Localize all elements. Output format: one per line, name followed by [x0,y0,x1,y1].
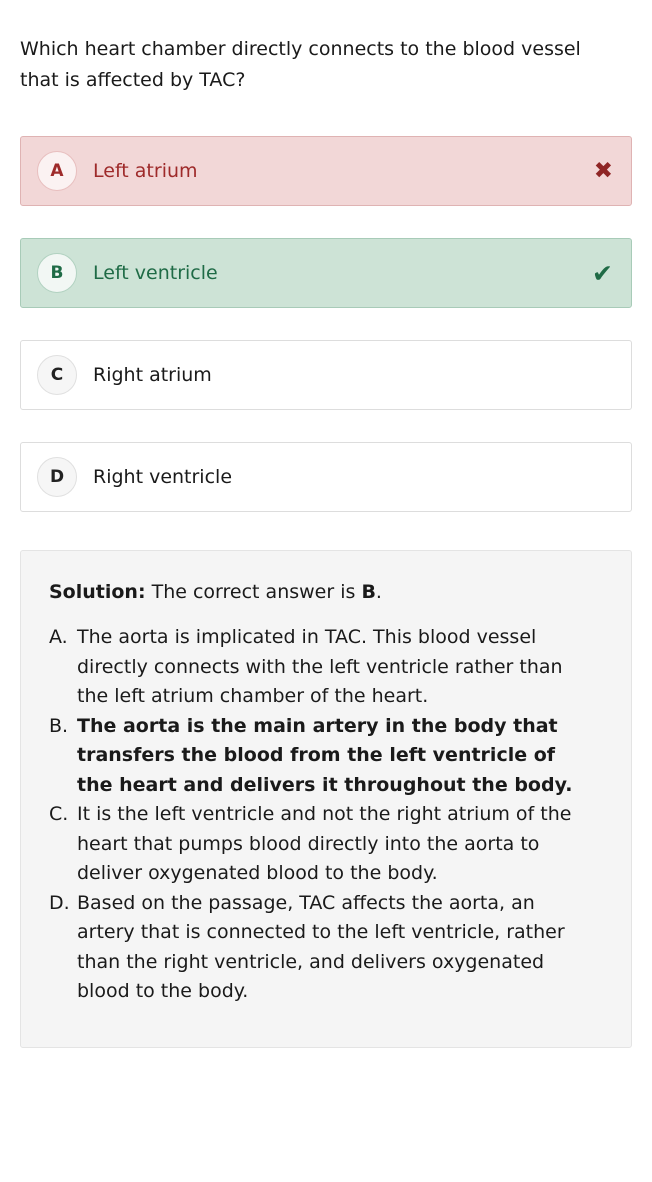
solution-panel [20,550,632,1048]
rationale-text-a: The aorta is implicated in TAC. This blood vessel directly connects with the left ventricle rather than the left atrium chamber of the heart. [77,626,563,707]
rationale-text-d: Based on the passage, TAC affects the aorta, an artery that is connected to the left ventricle, rather than the right ventricle, and delivers oxygenated blood to the body. [77,891,565,1002]
solution-label: Solution: [49,581,146,603]
solution-answer-letter: B [361,581,376,603]
option-label-c: Right atrium [93,364,212,386]
rationale-list [49,623,603,1007]
answer-option-c[interactable] [20,340,632,410]
answer-option-d[interactable] [20,442,632,512]
rationale-text-b: The aorta is the main artery in the body that transfers the blood from the left ventricle of the heart and delivers it throughout the body. [77,714,573,796]
question-text: Which heart chamber directly connects to the blood vessel that is affected by TAC? [20,38,581,91]
rationale-item-d [49,889,603,1007]
solution-heading-period: . [375,581,382,603]
rationale-marker-d: D. [49,891,70,914]
answer-option-b[interactable] [20,238,632,308]
rationale-item-b [49,712,603,801]
answer-options-list [20,136,632,512]
solution-heading-text: The correct answer is [145,581,362,603]
option-letter-badge-b: B [37,253,77,293]
rationale-item-a [49,623,603,712]
rationale-marker-c: C. [49,803,69,825]
option-letter-badge-c: C [37,355,77,395]
check-icon: ✔ [592,258,613,288]
rationale-text-c: It is the left ventricle and not the right atrium of the heart that pumps blood directly into the aorta to deliver oxygenated blood to the body. [77,803,572,884]
solution-heading [49,579,603,605]
option-label-b: Left ventricle [93,262,218,284]
cross-icon: ✖ [593,157,613,184]
option-letter-badge-a: A [37,151,77,191]
rationale-item-c [49,800,603,889]
option-label-d: Right ventricle [93,466,233,488]
rationale-marker-b: B. [49,714,69,737]
rationale-marker-a: A. [49,626,68,648]
answer-option-a[interactable] [20,136,632,206]
option-label-a: Left atrium [93,160,198,182]
option-letter-badge-d: D [37,457,77,497]
